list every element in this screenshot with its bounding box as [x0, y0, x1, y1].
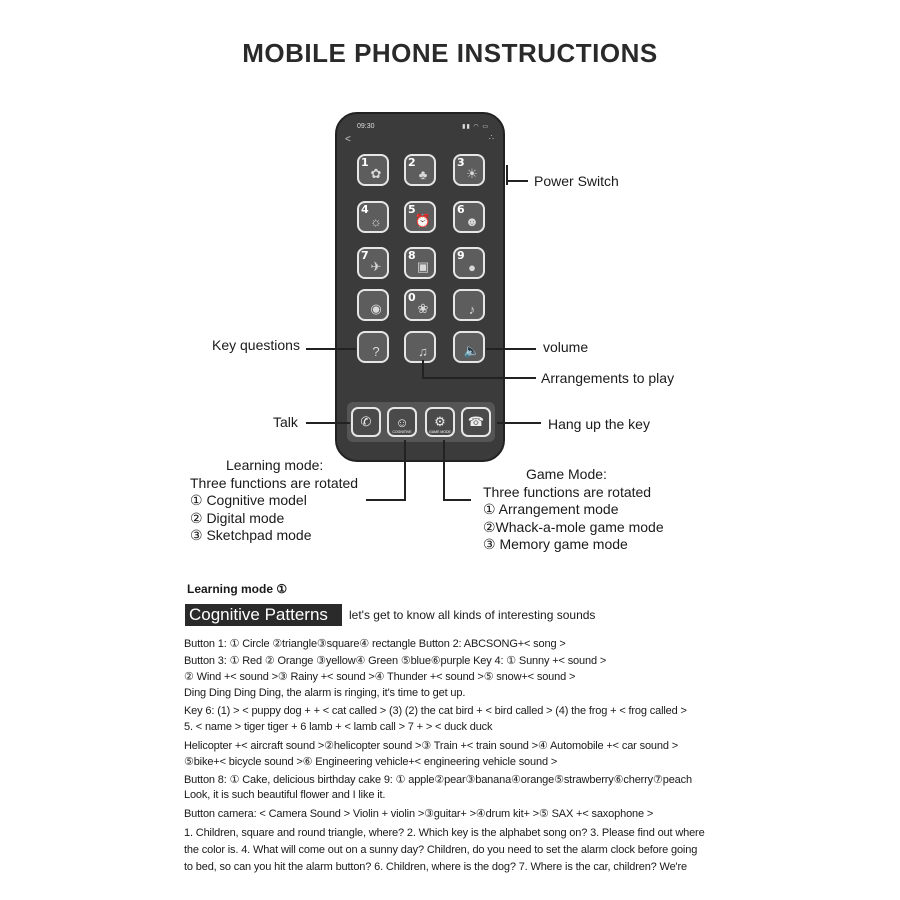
- key-number: 8: [408, 249, 416, 262]
- section-heading: Learning mode ①: [187, 582, 288, 596]
- key-picture-icon: ☀: [466, 166, 478, 181]
- instruction-line: Key 6: (1) > < puppy dog + + < cat called > (3) (2) the cat bird + < bird called > (4) the frog + < frog called >: [184, 705, 687, 717]
- learning-mode-leader-v: [404, 440, 406, 500]
- key-picture-icon: ♫: [418, 343, 428, 359]
- key-picture-icon: ✿: [370, 166, 382, 181]
- power-switch-leader: [506, 165, 508, 185]
- phone-app-key: [404, 331, 436, 363]
- game-mode-key-label: GAME MODE: [429, 430, 451, 434]
- phone-app-key: [357, 154, 389, 186]
- talk-key: [351, 407, 381, 437]
- instruction-line: Look, it is such beautiful flower and I like it.: [184, 789, 386, 801]
- key-number: 1: [361, 156, 369, 169]
- page-title: MOBILE PHONE INSTRUCTIONS: [242, 38, 658, 68]
- phone-app-key: [404, 247, 436, 279]
- instruction-line: Button 3: ① Red ② Orange ③yellow④ Green ⑤blue⑥purple Key 4: ① Sunny +< sound >: [184, 655, 607, 667]
- game-mode-subtitle: Three functions are rotated: [483, 483, 652, 500]
- hang-up-key: [461, 407, 491, 437]
- phone-app-key: [453, 201, 485, 233]
- key-picture-icon: ●: [468, 259, 476, 275]
- learning-mode-item: ① Cognitive model: [190, 492, 307, 508]
- key-picture-icon: ▣: [416, 259, 430, 274]
- key-picture-icon: ❀: [417, 301, 429, 316]
- arrangements-leader-v: [422, 360, 424, 378]
- volume-label: volume: [543, 339, 589, 355]
- learning-mode-subtitle: Three functions are rotated: [190, 474, 359, 491]
- hang-up-leader: [497, 422, 541, 424]
- phone-app-key: [404, 201, 436, 233]
- game-mode-block: [483, 466, 664, 554]
- hang-up-icon: ☎: [467, 414, 485, 429]
- game-mode-item: ②Whack-a-mole game mode: [483, 518, 664, 535]
- key-picture-icon: ♪: [468, 301, 476, 317]
- gamepad-icon: ⚙: [434, 414, 446, 429]
- key-questions-label: Key questions: [212, 337, 300, 353]
- game-mode-key: [425, 407, 455, 437]
- instruction-line: ⑤bike+< bicycle sound >⑥ Engineering vehicle+< engineering vehicle sound >: [184, 756, 558, 768]
- key-number: 3: [457, 156, 465, 169]
- key-number: 5: [408, 203, 416, 216]
- key-picture-icon: ♣: [418, 166, 428, 182]
- back-arrow-icon: <: [345, 134, 351, 145]
- phone-app-key: [453, 331, 485, 363]
- instruction-line: Helicopter +< aircraft sound >②helicopter sound >③ Train +< train sound >④ Automobile +< car sound >: [184, 740, 678, 752]
- instruction-line: 5. < name > tiger tiger + 6 lamb + < lamb call > 7 + > < duck duck: [184, 721, 493, 733]
- instruction-line: Button 1: ① Circle ②triangle③square④ rectangle Button 2: ABCSONG+< song >: [184, 638, 566, 650]
- learning-mode-key-label: COGNITIVE: [392, 430, 412, 434]
- phone-illustration: [335, 112, 505, 462]
- talk-leader: [306, 422, 350, 424]
- learning-mode-title: Learning mode:: [226, 457, 324, 473]
- learning-mode-item: ③ Sketchpad mode: [190, 527, 312, 543]
- phone-app-key: [453, 289, 485, 321]
- key-questions-leader: [306, 348, 356, 350]
- learning-mode-block: [190, 457, 358, 545]
- game-mode-item: ① Arrangement mode: [483, 501, 619, 517]
- game-mode-leader-h: [443, 499, 471, 501]
- instruction-line: to bed, so can you hit the alarm button? 6. Children, where is the dog? 7. Where is the car, children? We're: [184, 861, 687, 873]
- learning-mode-leader-h: [366, 499, 406, 501]
- phone-app-key: [404, 289, 436, 321]
- key-number: 4: [361, 203, 369, 216]
- instruction-line: Button camera: < Camera Sound > Violin + violin >③guitar+ >④drum kit+ >⑤ SAX +< saxophone >: [184, 808, 654, 820]
- key-picture-icon: ☼: [370, 213, 382, 229]
- key-number: 2: [408, 156, 416, 169]
- learning-mode-key: [387, 407, 417, 437]
- key-number: 6: [457, 203, 465, 216]
- learning-mode-item: ② Digital mode: [190, 509, 285, 526]
- instruction-line: Ding Ding Ding Ding, the alarm is ringing, it's time to get up.: [184, 687, 466, 699]
- phone-call-icon: ✆: [360, 414, 372, 429]
- instruction-line: ② Wind +< sound >③ Rainy +< sound >④ Thunder +< sound >⑤ snow+< sound >: [184, 671, 576, 683]
- arrangements-label: Arrangements to play: [541, 370, 675, 386]
- phone-app-key: [404, 154, 436, 186]
- phone-app-key: [357, 289, 389, 321]
- character-icon: ☺: [395, 414, 409, 430]
- key-picture-icon: ?: [372, 343, 380, 359]
- key-number: 0: [408, 291, 416, 304]
- status-icons: ▮▮ ◠ ▭: [462, 124, 489, 130]
- game-mode-leader-v: [443, 440, 445, 500]
- power-switch-leader-h: [506, 180, 528, 182]
- volume-leader: [486, 348, 536, 350]
- cognitive-patterns-badge: Cognitive Patterns: [185, 604, 342, 626]
- power-switch-label: Power Switch: [534, 173, 619, 189]
- phone-app-key: [357, 247, 389, 279]
- key-number: 7: [361, 249, 369, 262]
- phone-app-key: [453, 154, 485, 186]
- bottom-function-bar: [347, 402, 495, 442]
- more-icon: ∴: [488, 133, 494, 142]
- hang-up-label: Hang up the key: [548, 416, 650, 432]
- key-number: 9: [457, 249, 465, 262]
- instruction-line: Button 8: ① Cake, delicious birthday cake 9: ① apple②pear③banana④orange⑤strawberry⑥cherry⑦peach: [184, 774, 692, 786]
- phone-app-key: [357, 201, 389, 233]
- instruction-line: the color is. 4. What will come out on a sunny day? Children, do you need to set the alarm clock before going: [184, 844, 698, 856]
- arrangements-leader-h: [422, 377, 536, 379]
- cognitive-patterns-subtitle: let's get to know all kinds of interesting sounds: [349, 608, 596, 622]
- talk-label: Talk: [273, 414, 298, 430]
- key-picture-icon: ✈: [370, 259, 382, 274]
- key-picture-icon: ☻: [465, 213, 479, 229]
- key-picture-icon: ⏰: [414, 213, 432, 228]
- key-picture-icon: 🔈: [463, 343, 481, 358]
- status-time: 09:30: [357, 123, 375, 130]
- instruction-line: 1. Children, square and round triangle, where? 2. Which key is the alphabet song on? 3. Please find out where: [184, 827, 705, 839]
- phone-app-key: [453, 247, 485, 279]
- key-picture-icon: ◉: [370, 301, 382, 316]
- game-mode-item: ③ Memory game mode: [483, 536, 628, 552]
- phone-app-key: [357, 331, 389, 363]
- game-mode-title: Game Mode:: [526, 466, 607, 482]
